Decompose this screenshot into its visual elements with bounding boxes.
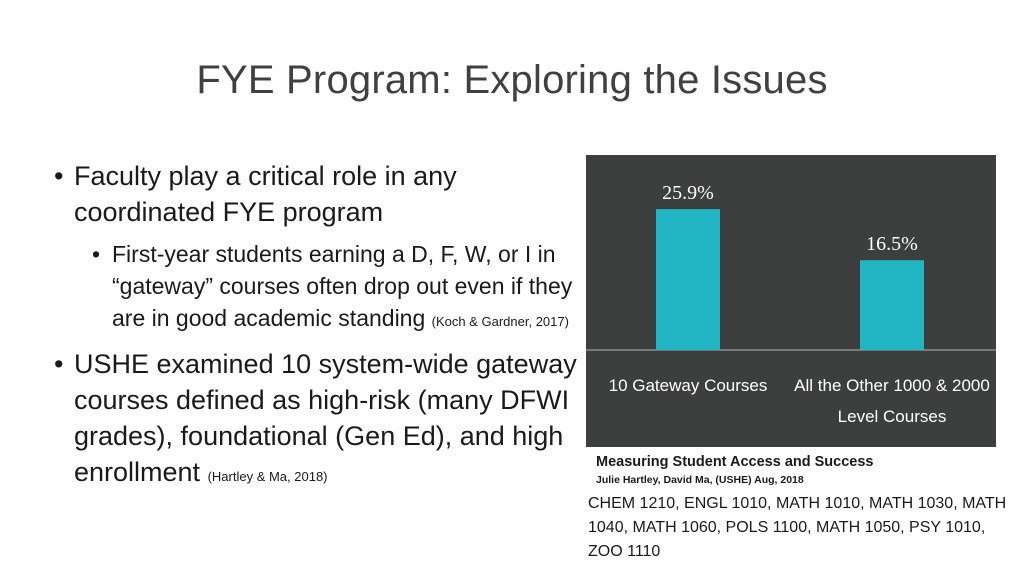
category-label-all-the-other-1000-2000-level-courses-line-2: Level Courses — [837, 407, 947, 426]
bullet-ushe — [54, 346, 584, 495]
bullet-faculty-text: Faculty play a critical role in any coordinated FYE program — [74, 161, 457, 227]
bullet-faculty — [54, 158, 584, 230]
bar-chart-svg — [586, 155, 996, 447]
gateway-course-list: CHEM 1210, ENGL 1010, MATH 1010, MATH 1030, MATH 1040, MATH 1060, POLS 1100, MATH 1050, PSY 1010, ZOO 1110 — [588, 495, 1007, 560]
chart-caption-title: Measuring Student Access and Success — [596, 454, 874, 470]
citation-hartley-ma: (Hartley & Ma, 2018) — [207, 469, 328, 484]
slide-title: FYE Program: Exploring the Issues — [196, 58, 828, 102]
sub-bullet-first-year-text: First-year students earning a D, F, W, or I in “gateway” courses often drop out even if they are in good academic standing — [112, 241, 573, 331]
chart-caption-author: Julie Hartley, David Ma, (USHE) Aug, 2018 — [596, 474, 804, 486]
value-label-all-the-other-1000-2000-level-courses: 16.5% — [866, 233, 918, 256]
bar-10-gateway-courses — [656, 209, 720, 350]
bullet-ushe-text: USHE examined 10 system-wide gateway courses defined as high-risk (many DFWI grades), foundational (Gen Ed), and high enrollment — [74, 349, 577, 487]
category-label-all-the-other-1000-2000-level-courses-line-1: All the Other 1000 & 2000 — [794, 376, 990, 395]
value-label-10-gateway-courses: 25.9% — [662, 182, 714, 205]
sub-bullet-first-year — [92, 238, 584, 338]
citation-koch-gardner: (Koch & Gardner, 2017) — [431, 314, 569, 329]
bar-all-the-other-1000-2000-level-courses — [860, 260, 924, 350]
bullet-list — [54, 158, 584, 503]
category-label-10-gateway-courses-line-1: 10 Gateway Courses — [608, 376, 768, 395]
bar-chart — [586, 155, 996, 447]
